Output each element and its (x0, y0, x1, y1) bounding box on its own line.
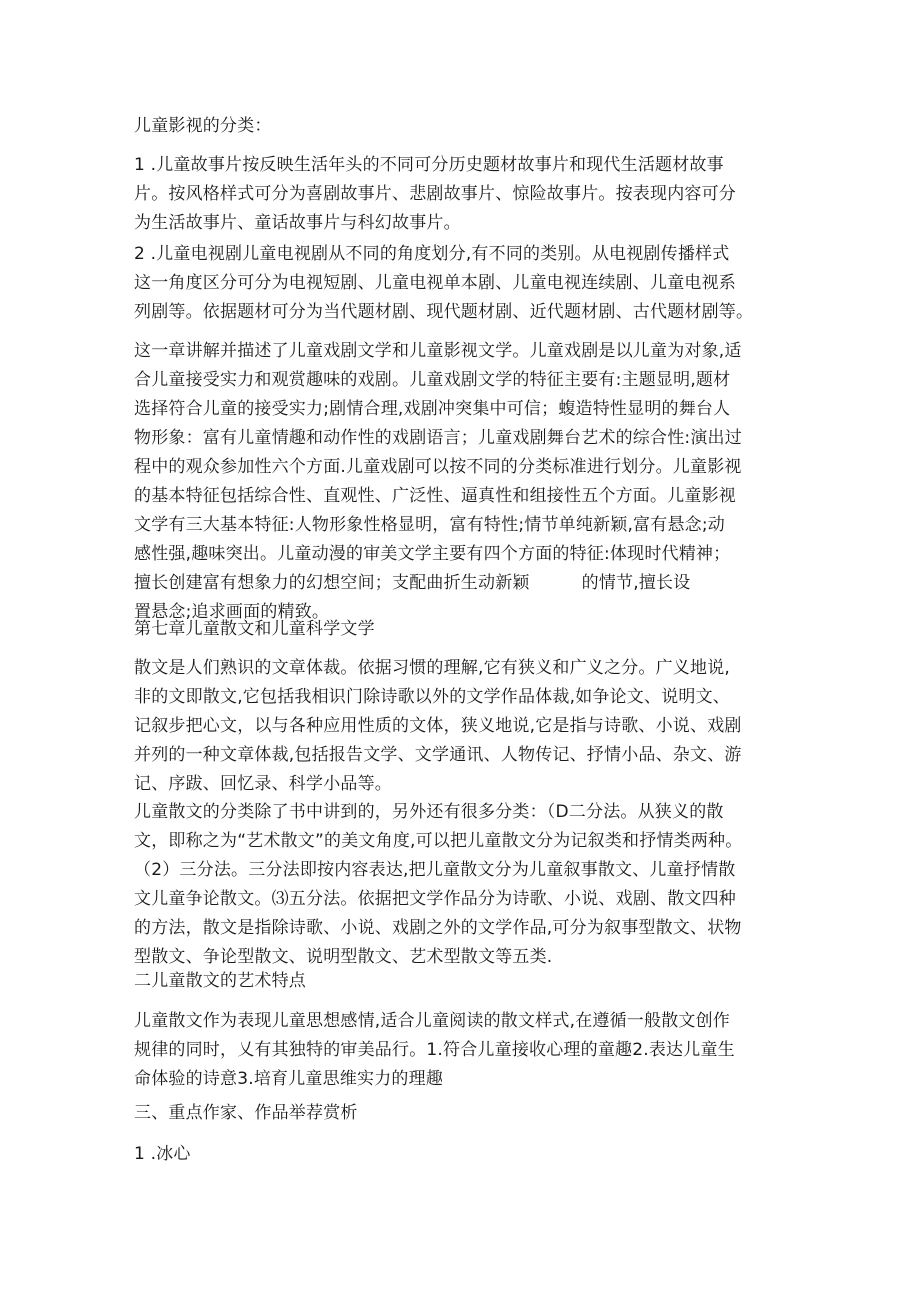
text-line: 列剧等。依据题材可分为当代题材剧、现代题材剧、近代题材剧、古代题材剧等。 (134, 302, 754, 322)
text-line: 命体验的诗意3.培育儿童思维实力的理趣 (134, 1069, 444, 1089)
paragraph-prose-classification (134, 798, 794, 972)
text-line: （2）三分法。三分法即按内容表达,把儿童散文分为儿童叙事散文、儿童抒情散 (134, 860, 736, 880)
text-line: 儿童散文的分类除了书中讲到的，另外还有很多分类：（D二分法。从狭义的散 (134, 802, 724, 822)
text-line: 物形象：富有儿童情趣和动作性的戏剧语言；儿童戏剧舞台艺术的综合性:演出过 (134, 428, 742, 448)
text-line: 型散文、争论型散文、说明型散文、艺术型散文等五类. (134, 947, 553, 967)
text-line: 选择符合儿童的接受实力;剧情合理,戏剧冲突集中可信；蝮造特性显明的舞台人 (134, 399, 731, 419)
text-line: 这一角度区分可分为电视短剧、儿童电视单本剧、儿童电视连续剧、儿童电视系 (134, 273, 736, 293)
text-fragment: 的情节,擅长设 (581, 573, 691, 593)
text-line: 2 .儿童电视剧儿童电视剧从不同的角度划分,有不同的类别。从电视剧传播样式 (134, 244, 730, 264)
text-line: 规律的同时，乂有其独特的审美品行。1.符合儿童接收心理的童趣2.表达儿童生 (134, 1040, 735, 1060)
chapter7-heading (134, 615, 794, 644)
heading-text: 二儿童散文的艺术特点 (134, 971, 306, 991)
text-line: 散文是人们熟识的文章体裁。依据习惯的理解,它有狭义和广义之分。广义地说, (134, 658, 731, 678)
art-features-heading (134, 967, 794, 996)
text-line: 记、序跋、回忆录、科学小品等。 (134, 774, 392, 794)
heading-text: 儿童影视的分类： (134, 116, 272, 136)
text-line: 片。按风格样式可分为喜剧故事片、悲剧故事片、惊险故事片。按表现内容可分 (134, 184, 736, 204)
text-line: 合儿童接受实力和观赏趣味的戏剧。儿童戏剧文学的特征主要有:主题显明,题材 (134, 370, 731, 390)
text-line: 文儿童争论散文。⑶五分法。依据把文学作品分为诗歌、小说、戏剧、散文四种 (134, 889, 736, 909)
author-name: 1 .冰心 (134, 1144, 191, 1164)
classification-heading (134, 112, 794, 141)
text-line: 置悬念;追求画面的精致。 (134, 602, 330, 622)
paragraph-prose-definition (134, 654, 794, 799)
text-line: 这一章讲解并描述了儿童戏剧文学和儿童影视文学。儿童戏剧是以儿童为对象,适 (134, 341, 742, 361)
text-line: 非的文即散文,它包括我相识门除诗歌以外的文学作品体裁,如争论文、说明文、 (134, 687, 731, 707)
text-line: 并列的一种文章体裁,包括报告文学、文学通讯、人物传记、抒情小品、杂文、游 (134, 745, 742, 765)
text-line: 为生活故事片、童话故事片与科幻故事片。 (134, 213, 461, 233)
text-line: 程中的观众参加性六个方面.儿童戏剧可以按不同的分类标准进行划分。儿童影视 (134, 457, 742, 477)
text-line: 文学有三大基本特征:人物形象性格显明，富有特性;情节单纯新颖,富有悬念;动 (134, 515, 725, 535)
text-line: 感性强,趣味突出。儿童动漫的审美文学主要有四个方面的特征:体现时代精神； (134, 544, 731, 564)
text-fragment: 擅长创建富有想象力的幻想空间；支配曲折生动新颖 (134, 573, 530, 593)
paragraph-chapter-summary (134, 337, 794, 627)
heading-text: 第七章儿童散文和儿童科学文学 (134, 619, 375, 639)
text-line: 记叙步把心文，以与各种应用性质的文体，狭义地说,它是指与诗歌、小说、戏剧 (134, 716, 742, 736)
authors-heading (134, 1099, 794, 1128)
author-item (134, 1140, 794, 1169)
text-line: 的方法，散文是指除诗歌、小说、戏剧之外的文学作品,可分为叙事型散文、状物 (134, 918, 742, 938)
text-line: 1 .儿童故事片按反映生活年头的不同可分历史题材故事片和现代生活题材故事 (134, 155, 724, 175)
heading-text: 三、重点作家、作品举荐赏析 (134, 1103, 358, 1123)
text-line: 文，即称之为“艺术散文”的美文角度,可以把儿童散文分为记叙类和抒情类两种。 (134, 831, 743, 851)
paragraph-film-types (134, 151, 794, 238)
text-line (134, 569, 794, 598)
text-line: 的基本特征包括综合性、直观性、广泛性、逼真性和组接性五个方面。儿童影视 (134, 486, 736, 506)
paragraph-tv-drama-types (134, 240, 794, 327)
paragraph-art-features (134, 1007, 794, 1094)
text-line: 儿童散文作为表现儿童思想感情,适合儿童阅读的散文样式,在遵循一般散文创作 (134, 1011, 731, 1031)
